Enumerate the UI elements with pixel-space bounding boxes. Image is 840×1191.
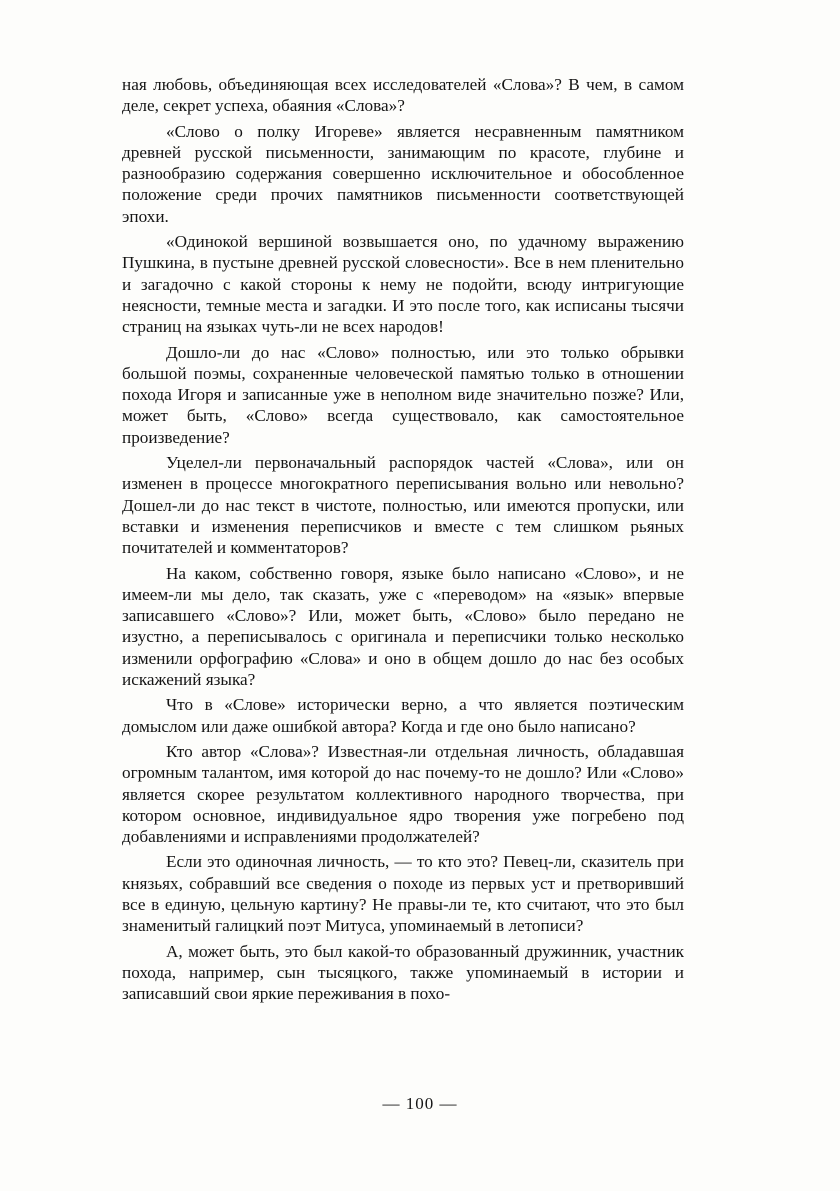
body-text — [122, 74, 684, 1008]
paragraph: На каком, собственно говоря, языке было написано «Слово», и не имеем-ли мы дело, так сказать, уже с «переводом» на «язык» впервые записавшего «Слово»? Или, может быть, «Слово» было передано не изустно, а переписывалось с оригинала и переписчики только несколько изменили орфографию «Слова» и оно в общем дошло до нас без особых искажений языка? — [122, 563, 684, 690]
paragraph: «Одинокой вершиной возвышается оно, по удачному выражению Пушкина, в пустыне древней русской словесности». Все в нем пленительно и загадочно с какой стороны к нему не подойти, всюду интригующие неясности, темные места и загадки. И это после того, как исписаны тысячи страниц на языках чуть-ли не всех народов! — [122, 232, 684, 337]
paragraph-continuation: ная любовь, объединяющая всех исследователей «Слова»? В чем, в самом деле, секрет успеха, обаяния «Слова»? — [122, 75, 684, 116]
paragraph: «Слово о полку Игореве» является несравненным памятником древней русской письменности, занимающим по красоте, глубине и разнообразию содержания совершенно исключительное и обособленное положение среди прочих памятников письменности соответствующей эпохи. — [122, 121, 684, 226]
paragraph: Дошло-ли до нас «Слово» полностью, или это только обрывки большой поэмы, сохраненные человеческой памятью только в отношении похода Игоря и записанные уже в неполном виде значительно позже? Или, может быть, «Слово» всегда существовало, как самостоятельное произведение? — [122, 342, 684, 447]
paragraph: Что в «Слове» исторически верно, а что является поэтическим домыслом или даже ошибкой автора? Когда и где оно было написано? — [122, 695, 684, 736]
paragraph: Если это одиночная личность, — то кто это? Певец-ли, сказитель при князьях, собравший все сведения о походе из первых уст и претворивший все в единую, цельную картину? Не правы-ли те, кто считают, что это был знаменитый галицкий поэт Митуса, упоминаемый в летописи? — [122, 852, 684, 936]
paragraph: А, может быть, это был какой-то образованный дружинник, участник похода, например, сын тысяцкого, также упоминаемый в истории и записавший свои яркие переживания в похо- — [122, 941, 684, 1004]
paragraph: Кто автор «Слова»? Известная-ли отдельная личность, обладавшая огромным талантом, имя которой до нас почему-то не дошло? Или «Слово» является скорее результатом коллективного народного творчества, при котором основное, индивидуальное ядро творения уже погребено под добавлениями и исправлениями продолжателей? — [122, 741, 684, 847]
paragraph: Уцелел-ли первоначальный распорядок частей «Слова», или он изменен в процессе многократного переписывания вольно или невольно? Дошел-ли до нас текст в чистоте, полностью, или имеются пропуски, или вставки и изменения переписчиков и вместе с тем слишком рьяных почитателей и комментаторов? — [122, 453, 684, 558]
page-number: — 100 — — [382, 1094, 458, 1113]
